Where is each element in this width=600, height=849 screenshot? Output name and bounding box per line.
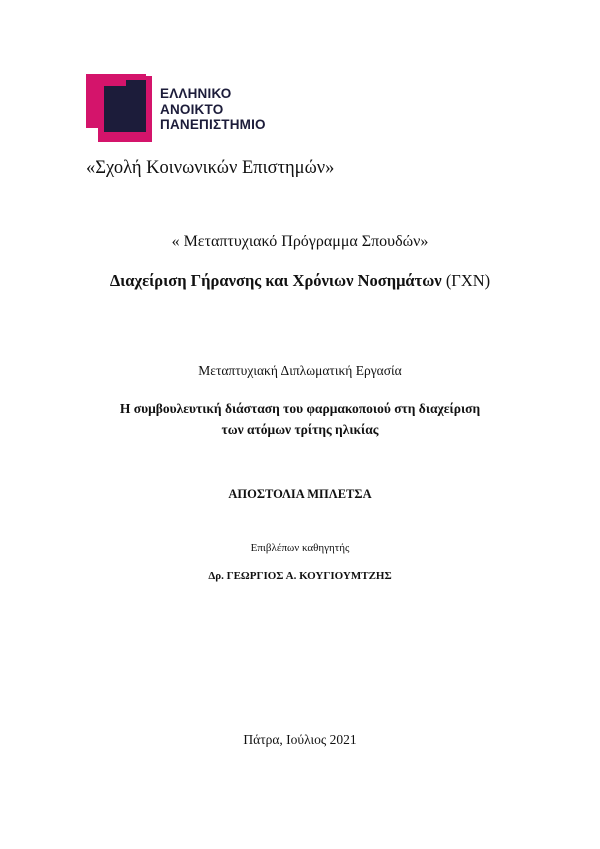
program-name-bold: Διαχείριση Γήρανσης και Χρόνιων Νοσημάτων — [109, 271, 442, 290]
supervisor-name: Δρ. ΓΕΩΡΓΙΟΣ Α. ΚΟΥΓΙΟΥΜΤΖΗΣ — [208, 570, 392, 582]
logo-line-2: ΑΝΟΙΚΤΟ — [160, 101, 224, 117]
supervisor-label: Επιβλέπων καθηγητής — [250, 542, 350, 554]
program-label: « Μεταπτυχιακό Πρόγραμμα Σπουδών» — [171, 233, 429, 250]
logo-wordmark — [160, 86, 266, 133]
school-name: «Σχολή Κοινωνικών Επιστημών» — [86, 158, 335, 178]
thesis-title-line-2: των ατόμων τρίτης ηλικίας — [221, 422, 379, 437]
logo-line-3: ΠΑΝΕΠΙΣΤΗΜΙΟ — [160, 117, 266, 132]
logo-emblem-icon — [86, 72, 156, 142]
program-name-suffix: (ΓΧΝ) — [441, 271, 491, 290]
thesis-title — [0, 398, 600, 440]
logo-line-1: ΕΛΛΗΝΙΚΟ — [160, 86, 232, 101]
program-name — [0, 271, 600, 291]
thesis-type: Μεταπτυχιακή Διπλωματική Εργασία — [198, 363, 402, 378]
author-name: ΑΠΟΣΤΟΛΙΑ ΜΠΛΕΤΣΑ — [228, 487, 372, 501]
thesis-title-line-1: Η συμβουλευτική διάσταση του φαρμακοποιού στη διαχείριση — [119, 401, 481, 416]
university-logo — [86, 72, 286, 142]
place-date: Πάτρα, Ιούλιος 2021 — [243, 732, 357, 747]
